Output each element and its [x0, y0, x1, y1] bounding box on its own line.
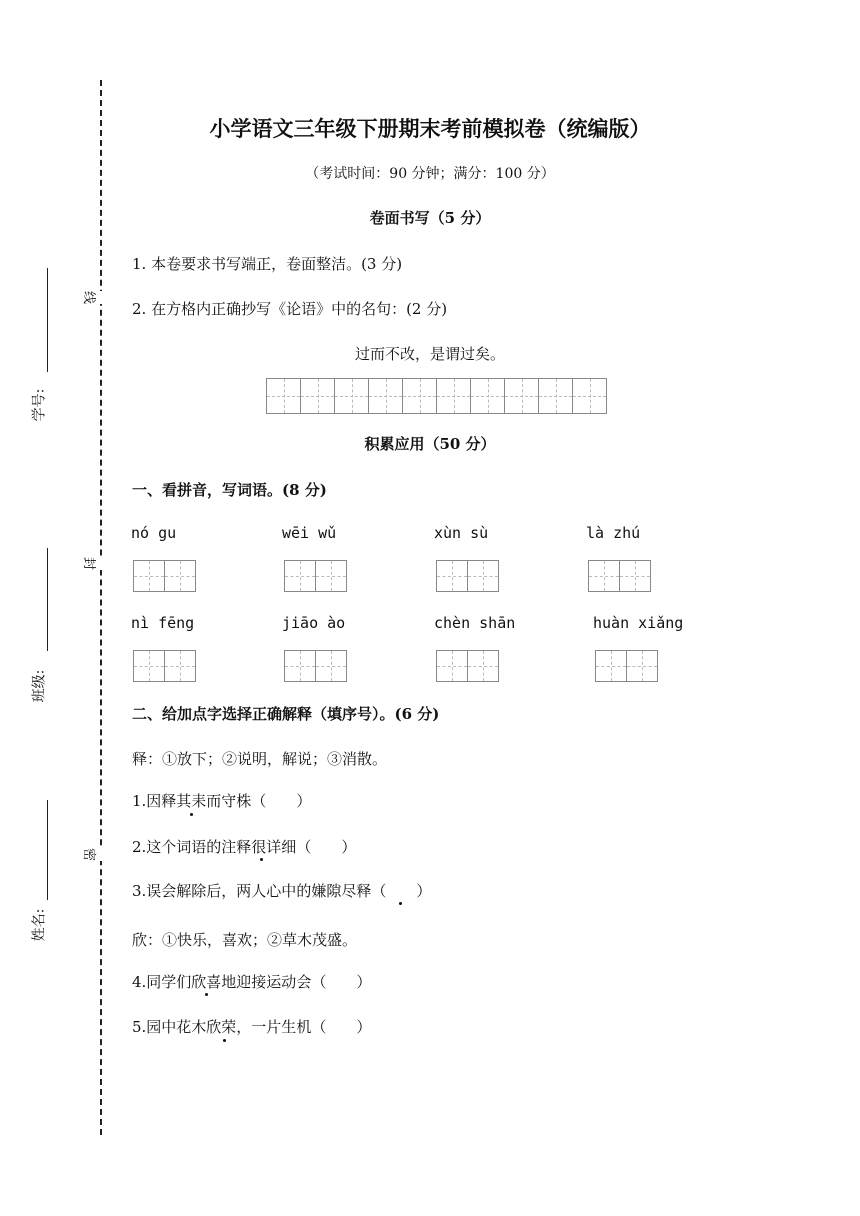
emphasis-dot	[399, 902, 402, 905]
writing-cell[interactable]	[334, 378, 369, 414]
writing-cell[interactable]	[467, 560, 499, 592]
answer-boxes-8[interactable]	[595, 650, 657, 682]
answer-boxes-3[interactable]	[436, 560, 498, 592]
writing-cell[interactable]	[588, 560, 620, 592]
page-title: 小学语文三年级下册期末考前模拟卷（统编版）	[209, 116, 651, 141]
handwriting-q2: 2. 在方格内正确抄写《论语》中的名句：(2 分)	[132, 300, 448, 318]
answer-boxes-6[interactable]	[284, 650, 346, 682]
emphasis-dot	[190, 813, 193, 816]
question-item-4: 4.同学们欣喜地迎接运动会（ ）	[132, 973, 372, 991]
cut-mark-line: 线	[79, 291, 102, 304]
pinyin-4: là zhú	[586, 524, 641, 542]
cut-mark-secret: 密	[79, 848, 102, 861]
shi-definition: 释：①放下；②说明，解说；③消散。	[132, 750, 388, 768]
pinyin-6: jiāo ào	[282, 614, 346, 632]
emphasis-dot	[260, 858, 263, 861]
answer-boxes-2[interactable]	[284, 560, 346, 592]
class-label: 班级:	[31, 669, 48, 703]
xin-definition: 欣：①快乐，喜欢；②草木茂盛。	[132, 931, 358, 949]
class-rule	[47, 548, 48, 651]
question-item-5: 5.园中花木欣荣，一片生机（ ）	[132, 1018, 372, 1036]
part2-heading: 二、给加点字选择正确解释（填序号）。(6 分)	[132, 705, 440, 723]
handwriting-heading: 卷面书写（5 分）	[369, 209, 491, 227]
writing-cell[interactable]	[470, 378, 505, 414]
pinyin-7: chèn shān	[434, 614, 516, 632]
emphasis-dot	[223, 1039, 226, 1042]
answer-boxes-7[interactable]	[436, 650, 498, 682]
writing-cell[interactable]	[133, 650, 165, 682]
answer-boxes-1[interactable]	[133, 560, 195, 592]
name-rule	[47, 800, 48, 900]
writing-cell[interactable]	[436, 650, 468, 682]
pinyin-8: huàn xiǎng	[593, 614, 684, 632]
writing-cell[interactable]	[572, 378, 607, 414]
pinyin-2: wēi wǔ	[282, 524, 337, 542]
cut-mark-seal: 封	[79, 557, 102, 570]
writing-cell[interactable]	[284, 650, 316, 682]
part1-heading: 一、看拼音，写词语。(8 分)	[132, 481, 327, 499]
pinyin-5: nì fēng	[131, 614, 195, 632]
writing-cell[interactable]	[538, 378, 573, 414]
student-id-label: 学号:	[31, 388, 48, 422]
writing-cell[interactable]	[436, 378, 471, 414]
accumulation-heading: 积累应用（50 分）	[364, 435, 496, 453]
writing-cell[interactable]	[315, 650, 347, 682]
question-item-1: 1.因释其耒而守株（ ）	[132, 792, 312, 810]
writing-cell[interactable]	[402, 378, 437, 414]
writing-cell[interactable]	[504, 378, 539, 414]
answer-boxes-5[interactable]	[133, 650, 195, 682]
pinyin-1: nó gu	[131, 524, 177, 542]
writing-cell[interactable]	[315, 560, 347, 592]
writing-cell[interactable]	[300, 378, 335, 414]
answer-boxes-4[interactable]	[588, 560, 650, 592]
analects-quote: 过而不改，是谓过矣。	[354, 345, 505, 363]
emphasis-dot	[205, 993, 208, 996]
writing-cell[interactable]	[266, 378, 301, 414]
writing-cell[interactable]	[619, 560, 651, 592]
copy-writing-grid[interactable]	[266, 378, 606, 414]
writing-cell[interactable]	[595, 650, 627, 682]
writing-cell[interactable]	[284, 560, 316, 592]
handwriting-q1: 1. 本卷要求书写端正，卷面整洁。(3 分)	[132, 255, 403, 273]
binding-dashed-line	[100, 80, 102, 1135]
question-item-3: 3.误会解除后，两人心中的嫌隙尽释（ ）	[132, 882, 432, 900]
exam-info: （考试时间：90 分钟；满分：100 分）	[305, 166, 555, 182]
question-item-2: 2.这个词语的注释很详细（ ）	[132, 838, 357, 856]
writing-cell[interactable]	[436, 560, 468, 592]
pinyin-3: xùn sù	[434, 524, 489, 542]
writing-cell[interactable]	[368, 378, 403, 414]
writing-cell[interactable]	[164, 650, 196, 682]
writing-cell[interactable]	[626, 650, 658, 682]
writing-cell[interactable]	[133, 560, 165, 592]
writing-cell[interactable]	[164, 560, 196, 592]
writing-cell[interactable]	[467, 650, 499, 682]
name-label: 姓名:	[31, 908, 48, 942]
